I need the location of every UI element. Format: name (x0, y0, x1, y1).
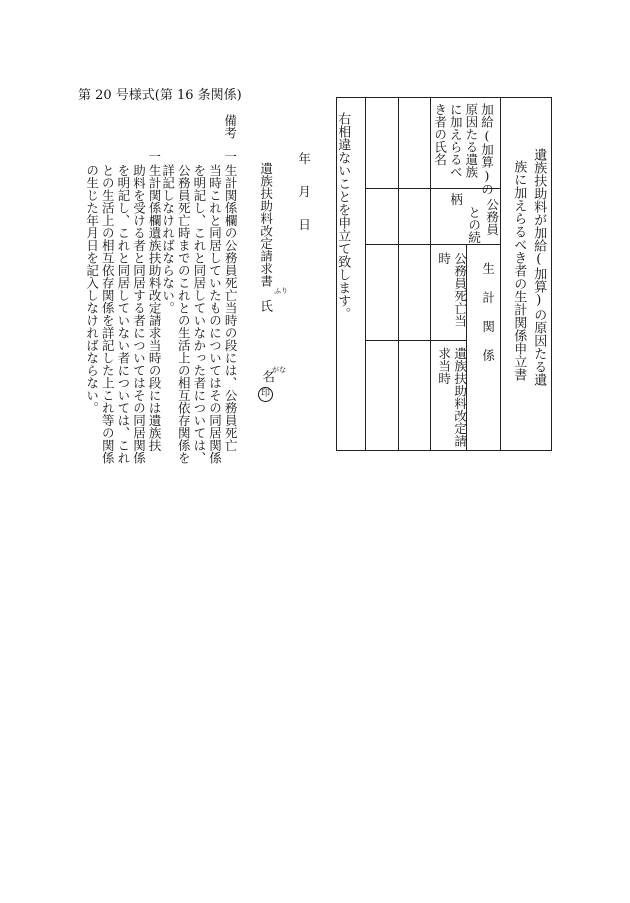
header-name: 加給(加算)の 原因たる遺族 に加えらるべ き者の氏名 (432, 103, 495, 196)
applicant-label: 遺族扶助料改定請求書 氏 (258, 162, 274, 312)
header-at-death-2: 時 (436, 252, 452, 265)
header-relation-3: 柄 (448, 193, 464, 206)
document-title-line-2: 族に加えらるべき者の生計関係申立書 (511, 160, 527, 381)
name-label: 名 (260, 370, 276, 383)
header-at-death: 公務員死亡当 (452, 252, 468, 327)
header-relation-1: 公務員 (484, 198, 500, 236)
form-number-label: 第 20 号様式(第 16 条関係) (78, 88, 242, 103)
notes-label: 備考 (222, 114, 238, 139)
header-at-claim-2: 求当時 (436, 347, 452, 385)
header-relation-2: との続 (466, 206, 482, 244)
note-1-mark: 一 (222, 150, 238, 163)
header-at-claim: 遺族扶助料改定請 (452, 347, 468, 447)
seal-mark: 印 (258, 387, 273, 402)
furigana-fu: ふり (274, 287, 288, 295)
note-2-text: 生計関係欄遺族扶助料改定請求当時の段には遺族扶 助料を受ける者と同居する者についてはその同居関係 を明記し、これと同居していない者については、これ との生活上の相互依存関係を詳記した上これ等の関係 の生じた年月日を記入しなければならない。 (84, 164, 163, 464)
furigana-gana: がな (272, 366, 286, 374)
note-2-mark: 一 (146, 150, 162, 163)
declaration-text: 右相違ないことを申立て致します。 (335, 112, 351, 320)
note-1-text: 生計関係欄の公務員死亡当時の段には、公務員死亡 当時これと同居していたものについてはその同居関係 を明記し、これと同居していなかった者については、 公務員死亡時までのこれとの生活上の相互依存関係を 詳記しなければならない。 (160, 164, 239, 464)
header-living-relation: 生 計 関 係 (480, 262, 496, 364)
date-label: 年 月 日 (296, 152, 312, 235)
document-title-line-1: 遺族扶助料が加給(加算)の原因たる遺 (531, 148, 547, 386)
